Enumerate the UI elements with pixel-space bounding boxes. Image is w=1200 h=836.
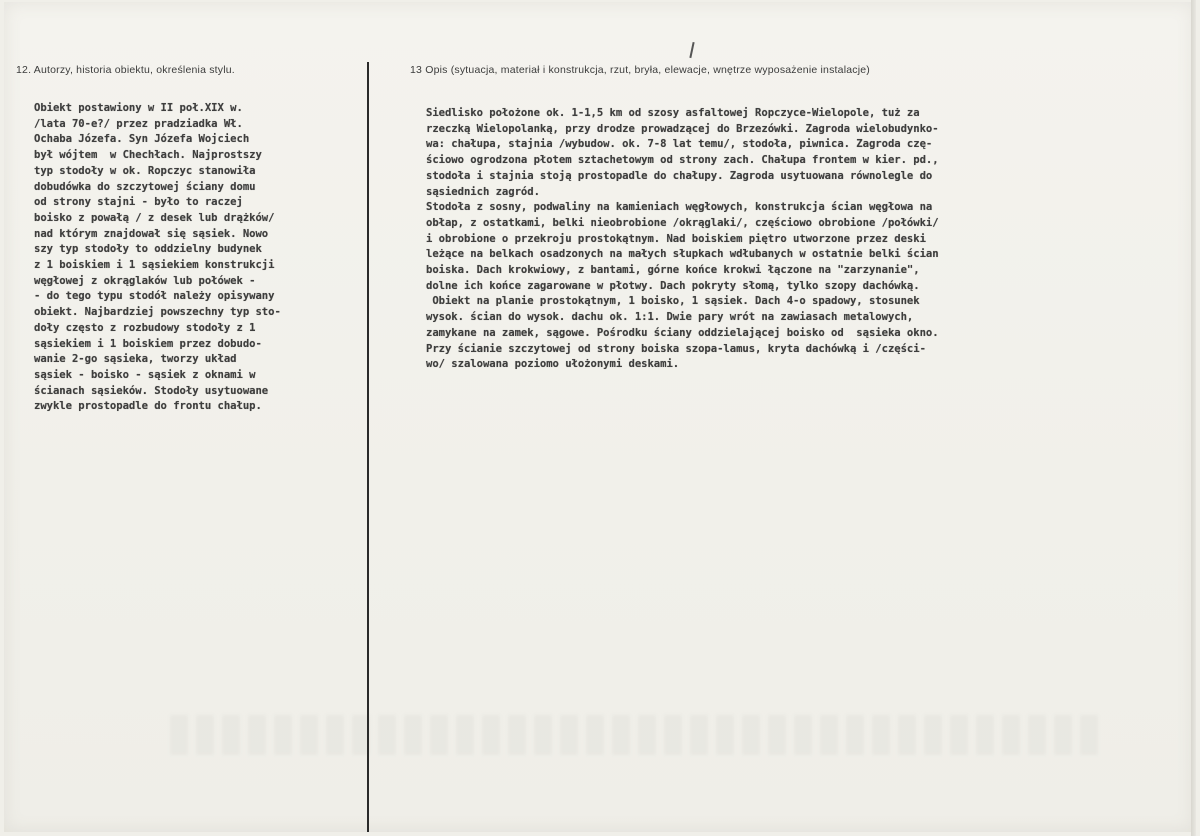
history-text-line: wanie 2-go sąsieka, tworzy układ [34, 353, 237, 366]
description-text-line: sąsiednich zagród. [426, 185, 540, 198]
history-text-line: od strony stajni - było to raczej [34, 196, 243, 209]
description-text-line: stodoła i stajnia stoją prostopadle do chałupy. Zagroda usytuowana równolegle do [426, 169, 933, 182]
description-text-line: ściowo ogrodzona płotem sztachetowym od strony zach. Chałupa frontem w kier. pd., [426, 154, 939, 167]
description-text-line: Przy ścianie szczytowej od strony boiska szopa-lamus, kryta dachówką i /części- [426, 342, 926, 355]
history-text-line: Obiekt postawiony w II poł.XIX w. [34, 102, 243, 114]
history-text-line: dobudówka do szczytowej ściany domu [34, 180, 256, 193]
page-edge [1191, 0, 1196, 836]
history-text-line: obiekt. Najbardziej powszechny typ sto- [34, 306, 281, 319]
history-text-line: typ stodoły w ok. Ropczyc stanowiła [34, 164, 256, 177]
history-text-line: - do tego typu stodół należy opisywany [34, 290, 275, 303]
section-12-header: 12. Autorzy, historia obiektu, określenia stylu. [16, 64, 235, 76]
history-text-line: doły często z rozbudowy stodoły z 1 [34, 321, 256, 334]
history-text-line: nad którym znajdował się sąsiek. Nowo [34, 227, 269, 240]
description-text-line: wysok. ścian do wysok. dachu ok. 1:1. Dwie pary wrót na zawiasach metalowych, [426, 311, 914, 324]
description-typed-text [426, 106, 939, 373]
description-text-line: zamykane na zamek, sągowe. Pośrodku ściany oddzielającej boisko od sąsieka okno. [426, 326, 939, 339]
history-text-line: z 1 boiskiem i 1 sąsiekiem konstrukcji [34, 259, 275, 272]
description-text-line: rzeczką Wielopolanką, przy drodze prowadzącej do Brzezówki. Zagroda wielobudynko- [426, 122, 939, 135]
history-text-line: Ochaba Józefa. Syn Józefa Wojciech [34, 133, 250, 146]
description-text-line: dolne ich końce zagarowane w płotwy. Dach pokryty słomą, tylko szopy dachówką. [426, 279, 920, 292]
description-text-line: wa: chałupa, stajnia /wybudow. ok. 7-8 lat temu/, stodoła, piwnica. Zagroda czę- [426, 138, 933, 151]
description-text-line: leżące na belkach osadzonych na małych słupkach wdłubanych w ostatnie belki ścian [426, 248, 939, 261]
description-text-line: boiska. Dach krokwiowy, z bantami, górne końce krokwi łączone na "zarzynanie", [426, 264, 920, 277]
history-text-line: szy typ stodoły to oddzielny budynek [34, 243, 262, 256]
history-text-line: węgłowej z okrąglaków lub połówek - [34, 274, 256, 287]
description-text-line: Siedlisko położone ok. 1-1,5 km od szosy asfaltowej Ropczyce-Wielopole, tuż za [426, 107, 920, 119]
history-text-line: sąsiekiem i 1 boiskiem przez dobudo- [34, 337, 262, 350]
history-typed-text [34, 101, 281, 415]
description-text-line: wo/ szalowana poziomo ułożonymi deskami. [426, 358, 680, 371]
description-text-line: Stodoła z sosny, podwaliny na kamieniach węgłowych, konstrukcja ścian węgłowa na [426, 201, 933, 214]
history-text-line: był wójtem w Chechłach. Najprostszy [34, 149, 262, 162]
section-13-header: 13 Opis (sytuacja, materiał i konstrukcja, rzut, bryła, elewacje, wnętrze wyposażenie instalacje) [410, 64, 870, 76]
history-text-line: sąsiek - boisko - sąsiek z oknami w [34, 368, 256, 381]
description-text-line: obłap, z ostatkami, belki nieobrobione /okrąglaki/, częściowo obrobione /połówki/ [426, 216, 939, 229]
history-text-line: boisko z powałą / z desek lub drążków/ [34, 211, 275, 224]
history-text-line: /lata 70-e?/ przez pradziadka Wł. [34, 117, 243, 130]
history-text-line: ścianach sąsieków. Stodoły usytuowane [34, 384, 269, 397]
history-text-line: zwykle prostopadle do frontu chałup. [34, 400, 262, 413]
description-text-line: i obrobione o przekroju prostokątnym. Nad boiskiem piętro utworzone przez deski [426, 232, 926, 245]
show-through-text [170, 715, 1100, 755]
description-text-line: Obiekt na planie prostokątnym, 1 boisko, 1 sąsiek. Dach 4-o spadowy, stosunek [426, 295, 920, 308]
